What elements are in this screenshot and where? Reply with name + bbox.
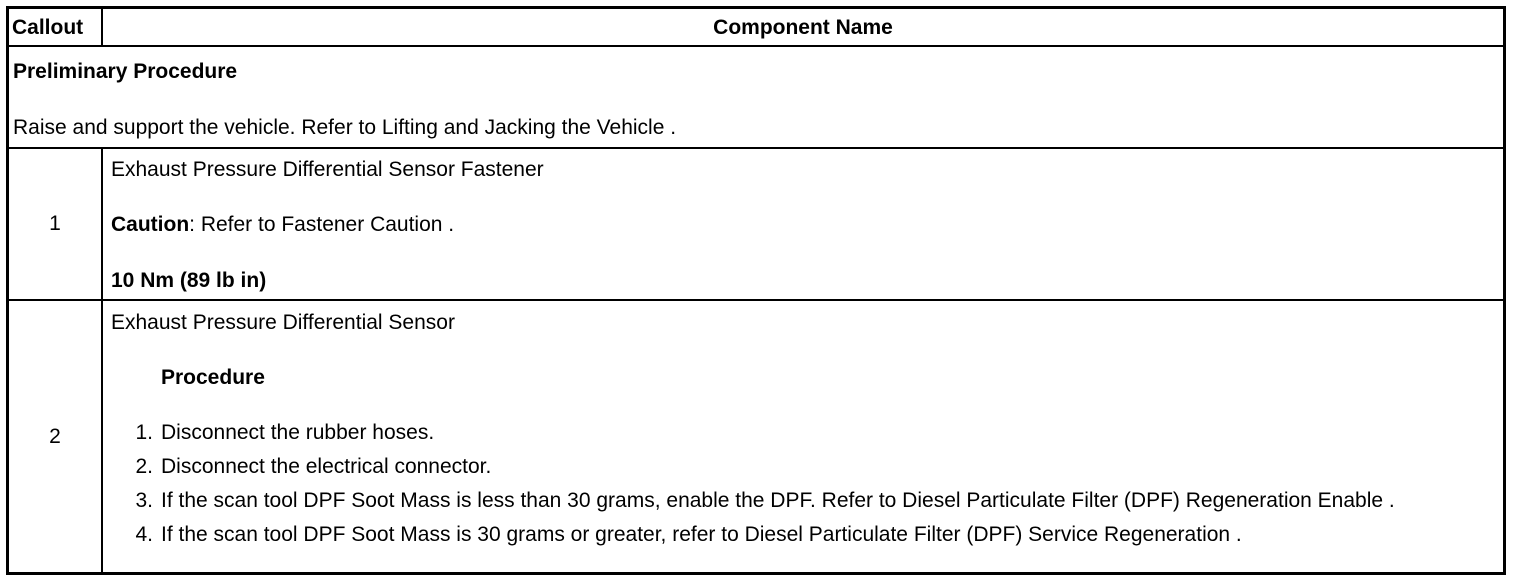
preliminary-procedure-heading: Preliminary Procedure <box>13 60 238 83</box>
step-number: 4. <box>135 523 153 546</box>
list-item <box>111 519 1491 550</box>
torque-spec: 10 Nm (89 lb in) <box>111 269 267 292</box>
caution-text: : Refer to Fastener Caution . <box>189 213 455 236</box>
component-name-column-header: Component Name <box>713 16 893 39</box>
table-header-row <box>9 9 1503 47</box>
caution-label: Caution <box>111 213 190 236</box>
caution-line <box>111 213 454 237</box>
step-text: Disconnect the rubber hoses. <box>161 421 435 444</box>
preliminary-procedure-text: Raise and support the vehicle. Refer to Lifting and Jacking the Vehicle . <box>13 116 677 139</box>
component-cell <box>103 149 1503 299</box>
callout-column-header: Callout <box>9 9 103 45</box>
step-number: 2. <box>135 455 153 478</box>
step-text: Disconnect the electrical connector. <box>161 455 492 478</box>
table-row <box>9 149 1503 301</box>
list-item <box>111 417 1491 448</box>
list-item <box>111 485 1491 516</box>
step-number: 3. <box>135 489 153 512</box>
component-title: Exhaust Pressure Differential Sensor <box>111 311 455 334</box>
preliminary-procedure-row <box>9 47 1503 149</box>
component-title: Exhaust Pressure Differential Sensor Fastener <box>111 158 544 181</box>
procedure-steps-list <box>111 417 1491 553</box>
step-number: 1. <box>135 421 153 444</box>
step-text: If the scan tool DPF Soot Mass is 30 grams or greater, refer to Diesel Particulate Filter (DPF) Service Regeneration . <box>161 523 1242 546</box>
callout-number: 1 <box>9 149 103 299</box>
list-item <box>111 451 1491 482</box>
procedure-heading: Procedure <box>161 366 265 389</box>
callout-number: 2 <box>9 301 103 572</box>
component-cell <box>103 301 1503 572</box>
component-table <box>6 6 1506 575</box>
table-row <box>9 301 1503 572</box>
step-text: If the scan tool DPF Soot Mass is less than 30 grams, enable the DPF. Refer to Diesel Particulate Filter (DPF) Regeneration Enable . <box>161 489 1395 512</box>
